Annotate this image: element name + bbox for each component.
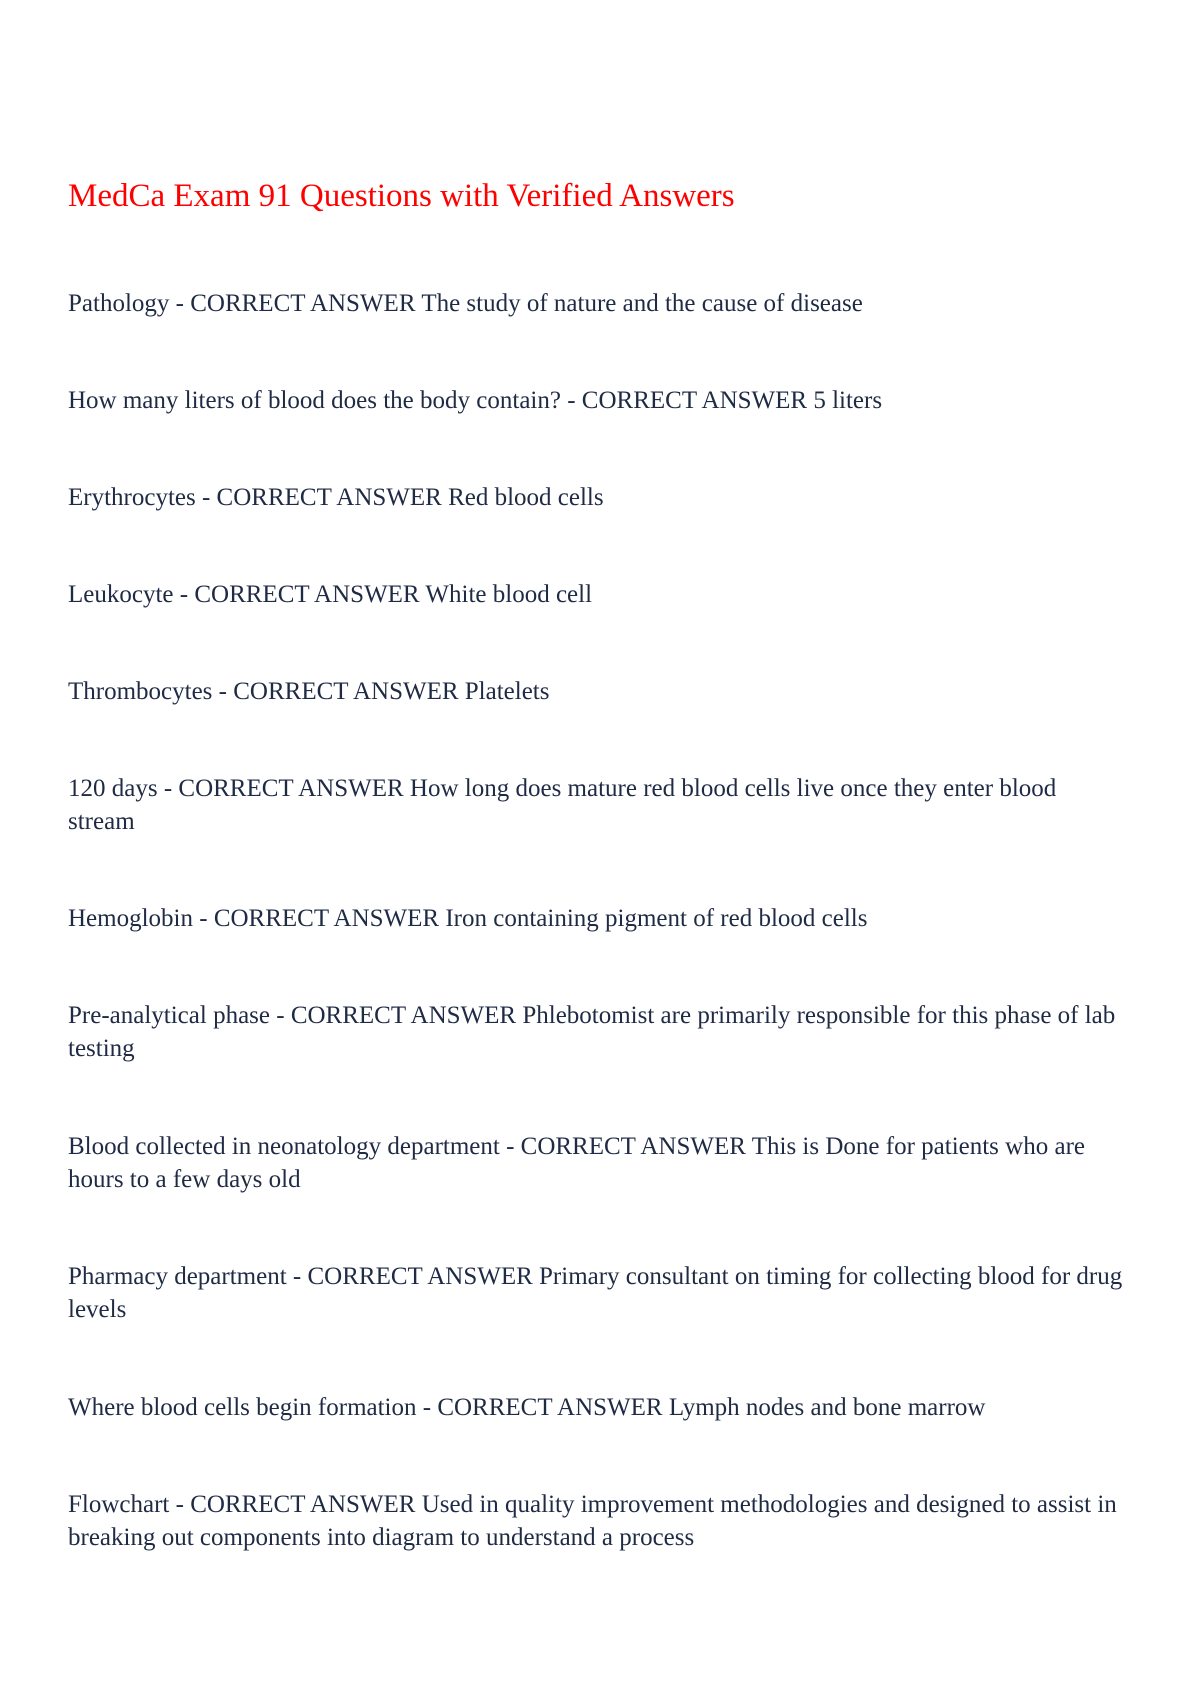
qa-separator: - CORRECT ANSWER — [195, 484, 449, 511]
qa-answer: Red blood cells — [448, 484, 604, 511]
qa-separator: - CORRECT ANSWER — [157, 775, 410, 802]
qa-term: 120 days — [68, 775, 158, 802]
qa-answer: 5 liters — [813, 387, 883, 414]
qa-item — [68, 902, 1128, 935]
qa-term: Blood collected in neonatology department — [68, 1133, 500, 1160]
qa-term: Pathology — [68, 290, 170, 317]
qa-answer: This is Done for patients who are hours to a few days old — [68, 1133, 1085, 1193]
qa-item — [68, 384, 1128, 417]
qa-answer: The study of nature and the cause of disease — [421, 290, 863, 317]
qa-item — [68, 772, 1128, 838]
qa-item — [68, 287, 1128, 320]
qa-separator: - CORRECT ANSWER — [193, 905, 446, 932]
qa-separator: - CORRECT ANSWER — [212, 678, 465, 705]
qa-answer: Iron containing pigment of red blood cells — [445, 905, 868, 932]
qa-item — [68, 481, 1128, 514]
qa-term: Pharmacy department — [68, 1263, 287, 1290]
qa-answer: White blood cell — [425, 581, 593, 608]
qa-separator: - CORRECT ANSWER — [499, 1133, 752, 1160]
qa-item — [68, 1488, 1128, 1554]
qa-separator: - CORRECT ANSWER — [560, 387, 814, 414]
qa-item — [68, 578, 1128, 611]
qa-term: Hemoglobin — [68, 905, 193, 932]
qa-answer: Platelets — [464, 678, 550, 705]
qa-term: How many liters of blood does the body contain? — [68, 387, 561, 414]
qa-term: Leukocyte — [68, 581, 174, 608]
qa-separator: - CORRECT ANSWER — [286, 1263, 540, 1290]
qa-answer: Phlebotomist are primarily responsible for this phase of lab testing — [68, 1002, 1116, 1062]
qa-term: Flowchart — [68, 1491, 170, 1518]
qa-term: Thrombocytes — [68, 678, 213, 705]
qa-item — [68, 1130, 1128, 1196]
qa-answer: How long does mature red blood cells live once they enter blood stream — [68, 775, 1057, 835]
qa-item — [68, 1391, 1128, 1424]
qa-answer: Used in quality improvement methodologies and designed to assist in breaking out components into diagram to understand a process — [68, 1491, 1117, 1551]
document-title: MedCa Exam 91 Questions with Verified Answers — [68, 178, 735, 214]
qa-item — [68, 675, 1128, 708]
qa-answer: Primary consultant on timing for collecting blood for drug levels — [68, 1263, 1123, 1323]
qa-term: Pre-analytical phase — [68, 1002, 270, 1029]
qa-separator: - CORRECT ANSWER — [173, 581, 426, 608]
qa-separator: - CORRECT ANSWER — [270, 1002, 523, 1029]
qa-term: Where blood cells begin formation — [68, 1394, 417, 1421]
qa-separator: - CORRECT ANSWER — [169, 290, 422, 317]
qa-item — [68, 1260, 1128, 1326]
qa-separator: - CORRECT ANSWER — [416, 1394, 669, 1421]
qa-answer: Lymph nodes and bone marrow — [668, 1394, 986, 1421]
qa-separator: - CORRECT ANSWER — [169, 1491, 422, 1518]
qa-item — [68, 999, 1128, 1065]
qa-term: Erythrocytes — [68, 484, 196, 511]
